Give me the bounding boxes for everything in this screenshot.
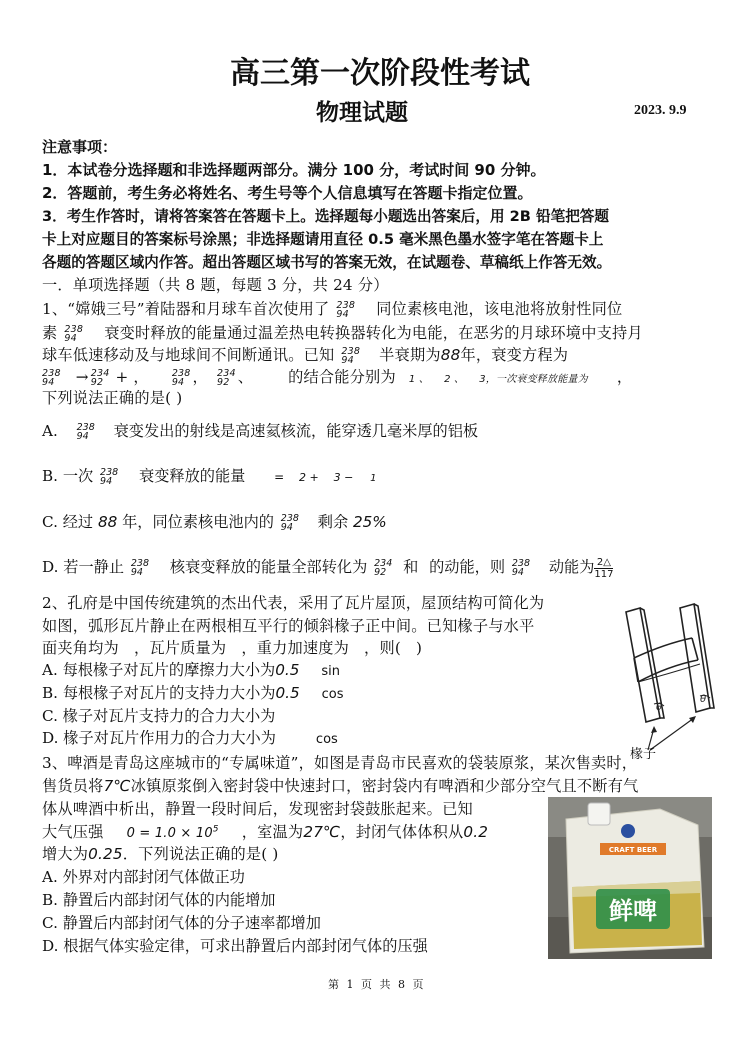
option-text: A. 每根椽子对瓦片的摩擦力大小为: [42, 661, 276, 679]
q2-option-c: C. 椽子对瓦片支持力的合力大小为: [42, 707, 276, 725]
option-text: 剩余: [317, 513, 349, 531]
product-name-text: 鲜啤: [609, 897, 657, 925]
nuclide-pu: 238 94: [511, 557, 530, 578]
q1-text: 同位素核电池，该电池将放射性同位: [376, 300, 623, 318]
q1-text: 3，一次衰变释放能量为: [479, 374, 588, 385]
q1-line3: [42, 344, 568, 366]
q2-line1: 2、孔府是中国传统建筑的杰出代表，采用了瓦片屋顶，屋顶结构可简化为: [42, 594, 545, 612]
page-title: 高三第一次阶段性考试: [230, 56, 530, 91]
q1-text: + ，: [115, 368, 149, 386]
q2-option-b: [42, 682, 343, 703]
q1-text: 的结合能分别为: [288, 368, 396, 386]
rafter-figure: [608, 600, 718, 760]
q3-text: 冰镇原浆倒入密封袋中快速封口，密封袋内有啤酒和少部分空气且不断有气: [130, 777, 639, 795]
q3-line2: [42, 775, 638, 796]
option-text: B. 每根椽子对瓦片的支持力大小为: [42, 684, 276, 702]
q1-option-a: [42, 420, 478, 442]
q3-text: 大气压强: [42, 823, 104, 841]
q2-line3: 面夹角均为 ，瓦片质量为 ，重力加速度为 ，则( ): [42, 639, 423, 657]
q1-option-d: [42, 556, 613, 580]
q1-text: 球车低速移动及与地球间不间断通讯。已知: [42, 346, 335, 364]
option-letter: A.: [42, 422, 58, 440]
volume-value: 0.25: [88, 845, 123, 863]
option-symbol: =: [274, 470, 285, 484]
q3-text: ．下列说法正确的是( ): [122, 845, 279, 863]
q3-option-a: A. 外界对内部封闭气体做正功: [42, 868, 245, 886]
q3-text: 售货员将: [42, 777, 104, 795]
option-text: C. 经过: [42, 513, 94, 531]
nuclide-pu: 238 94: [42, 367, 61, 388]
notice-item-1: 1．本试卷分选择题和非选择题两部分。满分 100 分，考试时间 90 分钟。: [42, 161, 546, 179]
option-value: 0.5: [275, 684, 300, 702]
brand-text: CRAFT BEER: [608, 846, 658, 854]
option-value: 25%: [352, 513, 387, 531]
q1-option-b: [42, 465, 377, 487]
option-text: 的动能，则: [429, 558, 506, 576]
q1-text: ，: [616, 368, 633, 386]
nuclide-pu: 238 94: [341, 345, 361, 366]
option-symbol: cos: [315, 732, 338, 747]
nuclide-pu: 238 94: [336, 299, 356, 320]
nuclide-pu: 238 94: [171, 367, 191, 388]
q3-text: ，室温为: [241, 823, 304, 841]
q3-text: 增大为: [42, 845, 89, 863]
option-text: B. 一次: [42, 467, 94, 485]
option-value: 88: [97, 513, 118, 531]
nuclide-u: 234 92: [216, 367, 236, 388]
option-symbol: 1: [370, 473, 377, 484]
nuclide-u: 234 92: [90, 367, 110, 388]
q1-text: 半衰期为: [379, 346, 441, 364]
option-symbol: sin: [321, 664, 341, 679]
option-text: 核衰变释放的能量全部转化为: [169, 558, 368, 576]
half-life-value: 88: [440, 346, 461, 364]
q2-line2: 如图，弧形瓦片静止在两根相互平行的倾斜椽子正中间。已知椽子与水平: [42, 617, 535, 635]
notice-item-3-line1: 3．考生作答时，请将答案答在答题卡上。选择题每小题选出答案后，用 2B 铅笔把答题: [42, 208, 609, 225]
q3-line3: 体从啤酒中析出，静置一段时间后，发现密封袋鼓胀起来。已知: [42, 800, 473, 818]
option-text: 和: [403, 558, 419, 576]
page-number: 第 1 页 共 8 页: [328, 978, 426, 991]
q3-line4: [42, 821, 488, 842]
q1-line2: [42, 322, 643, 344]
pressure-value: $0 = 1.0 \times 10^5$: [126, 824, 219, 841]
exam-date: 2023. 9.9: [634, 103, 687, 118]
notice-item-3-line3: 各题的答题区域内作答。超出答题区域书写的答案无效，在试题卷、草稿纸上作答无效。: [42, 254, 612, 271]
arrow: →: [75, 368, 89, 386]
q1-text: 衰变时释放的能量通过温差热电转换器转化为电能，在恶劣的月球环境中支持月: [104, 324, 643, 342]
nuclide-pu: 238 94: [130, 557, 150, 578]
option-text: 衰变释放的能量: [139, 467, 246, 485]
option-text: 衰变发出的射线是高速氦核流，能穿透几毫米厚的铝板: [113, 422, 479, 440]
volume-value: 0.2: [463, 823, 489, 841]
temperature-value: 7℃: [103, 777, 131, 795]
q3-text: ，封闭气体体积从: [340, 823, 464, 841]
option-symbol: 2 +: [299, 471, 319, 484]
option-value: 0.5: [275, 661, 300, 679]
option-symbol: cos: [321, 687, 344, 702]
option-text: D. 椽子对瓦片作用力的合力大小为: [42, 729, 276, 747]
q3-line1: 3、啤酒是青岛这座城市的“专属味道”，如图是青岛市民喜欢的袋装原浆，某次售卖时，: [42, 754, 638, 772]
figure-caption: 椽子: [630, 747, 657, 760]
q1-text: 年，衰变方程为: [460, 346, 569, 364]
q1-line5: 下列说法正确的是( ): [42, 389, 183, 407]
notice-heading: 注意事项：: [42, 138, 118, 156]
brand-logo-icon: [621, 824, 635, 838]
nuclide-pu: 238 94: [100, 466, 119, 487]
page-subtitle: 物理试题: [316, 100, 408, 126]
q1-line4: [42, 366, 632, 388]
energy-fraction: $\frac{2\triangle}{117}$: [594, 556, 614, 580]
q1-text: 素: [42, 324, 58, 342]
temperature-value: 27℃: [303, 823, 341, 841]
q3-line5: [42, 843, 279, 864]
option-text: 动能为: [548, 558, 595, 576]
nuclide-pu: 238 94: [76, 421, 95, 442]
q2-option-a: [42, 659, 340, 680]
theta-label: θ: [700, 694, 707, 705]
q1-option-c: [42, 511, 387, 533]
q1-line1: [42, 298, 622, 320]
nuclide-u: 234 92: [374, 557, 393, 578]
theta-label: θ: [656, 702, 663, 713]
nuclide-pu: 238 94: [64, 323, 84, 344]
q1-symbol: 1 、: [408, 374, 430, 385]
q3-option-c: C. 静置后内部封闭气体的分子速率都增加: [42, 914, 321, 932]
option-symbol: 3 −: [333, 471, 354, 484]
notice-item-2: 2．答题前，考生务必将姓名、考生号等个人信息填写在答题卡指定位置。: [42, 184, 533, 202]
q1-text: 、: [237, 368, 254, 386]
beer-bag-photo: [548, 797, 712, 959]
q1-text: ，: [192, 368, 208, 386]
q1-symbol: 2 、: [444, 374, 465, 385]
q3-option-d: D. 根据气体实验定律，可求出静置后内部封闭气体的压强: [42, 937, 428, 955]
q2-option-d: [42, 727, 338, 748]
q3-option-b: B. 静置后内部封闭气体的内能增加: [42, 891, 276, 909]
q1-text: 1、“嫦娥三号”着陆器和月球车首次使用了: [42, 300, 330, 318]
nuclide-pu: 238 94: [280, 512, 299, 533]
option-text: 年，同位素核电池内的: [122, 513, 274, 531]
section-heading: 一．单项选择题（共 8 题，每题 3 分，共 24 分）: [42, 276, 389, 294]
notice-item-3-line2: 卡上对应题目的答案标号涂黑；非选择题请用直径 0.5 毫米黑色墨水签字笔在答题卡上: [42, 231, 604, 248]
option-text: D. 若一静止: [42, 558, 125, 576]
